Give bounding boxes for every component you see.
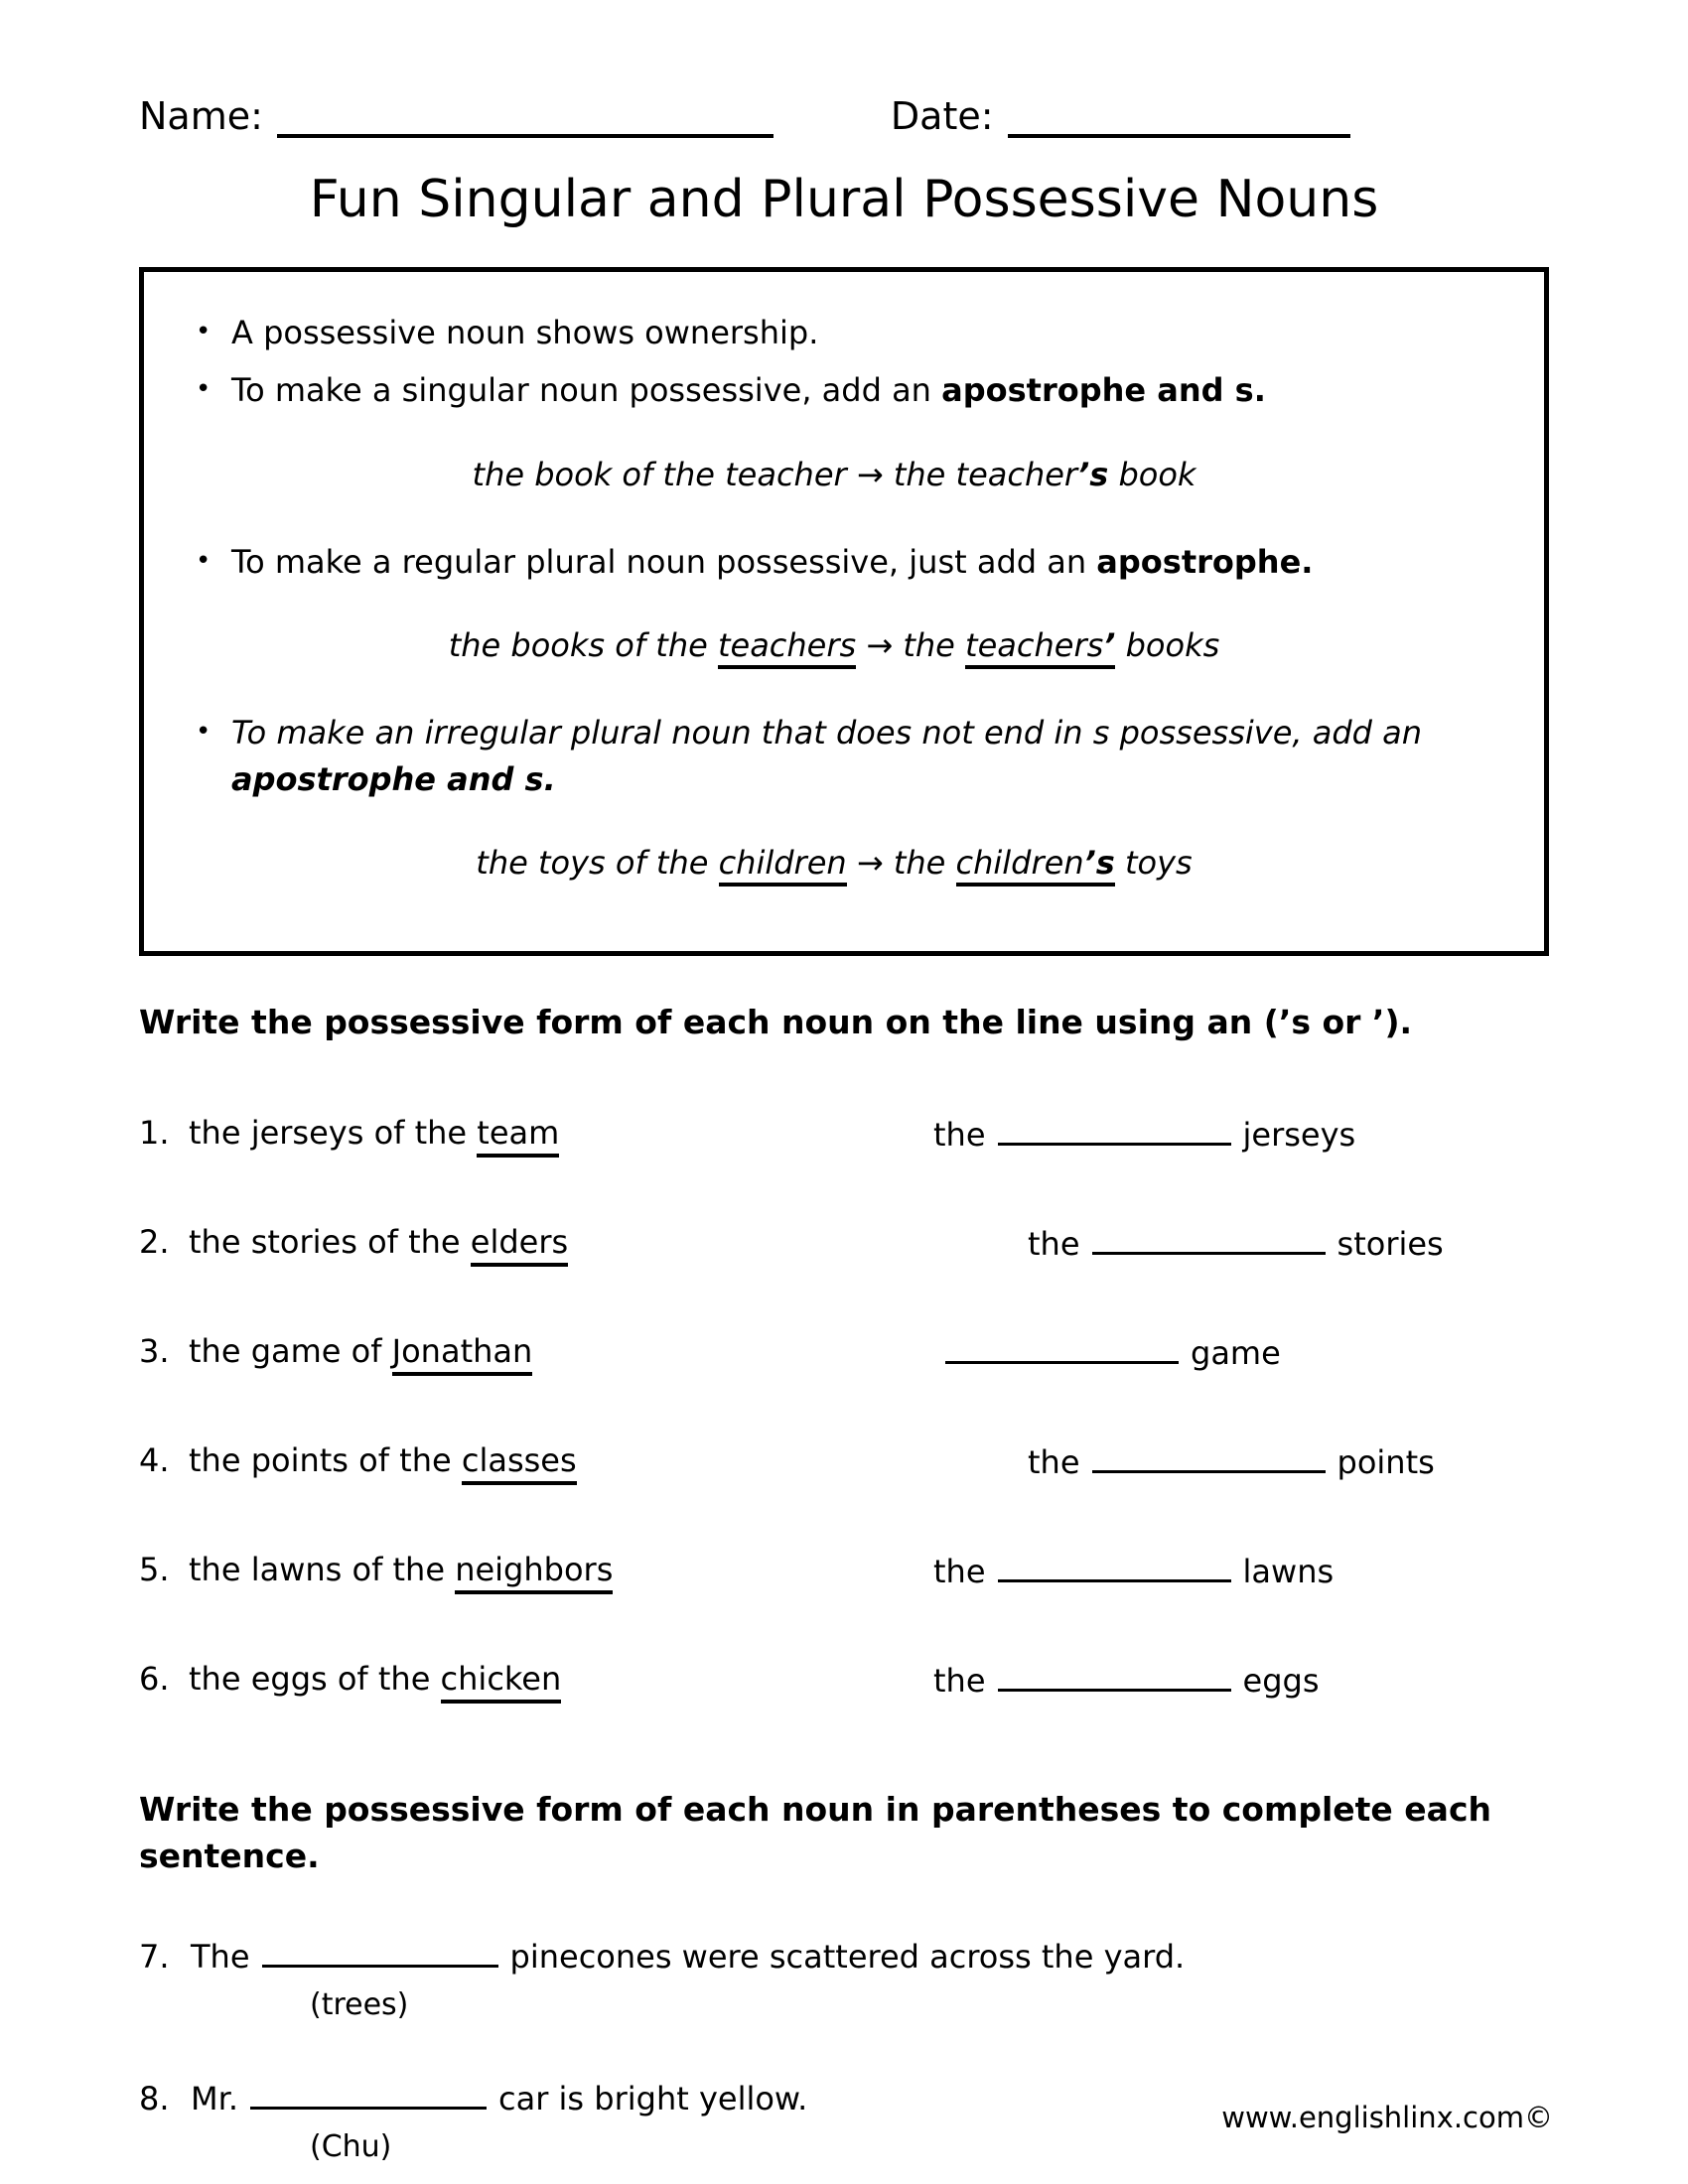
example-irregular-post: toys [1114,843,1193,882]
example-singular-pre: the book of the teacher → the teacher [472,455,1078,493]
item-left-pre: the game of [189,1331,392,1370]
item-left-text [189,1660,561,1704]
item-left-text [189,1332,532,1376]
item-row-3 [139,1332,1549,1374]
example-irregular-possessive [956,844,1115,887]
rule-singular [184,367,1504,413]
site-credit: www.englishlinx.com© [1221,2101,1553,2134]
answer-blank [998,1551,1231,1582]
example-irregular-possessive-word: children [955,843,1084,882]
item-left-pre: the jerseys of the [189,1113,478,1152]
example-regular-possessive [965,626,1115,669]
sentence-post: pinecones were scattered across the yard. [509,1937,1186,1976]
rule-regular-plural-bold: apostrophe. [1096,542,1314,581]
rule-irregular-bold: apostrophe and s. [231,759,556,798]
rule-singular-text [231,367,1266,413]
name-blank-line [277,102,774,138]
rule-singular-pre: To make a singular noun possessive, add an [231,371,942,410]
example-singular-post: book [1108,455,1196,493]
answer-pre: the [933,1552,986,1590]
item-answer-area [933,1660,1320,1700]
item-row-2 [139,1223,1549,1265]
answer-blank [1092,1223,1326,1255]
item-row-4 [139,1441,1549,1483]
sentence-pre: Mr. [191,2079,238,2117]
paren-hint: (Chu) [310,2128,392,2164]
item-noun: Jonathan [392,1332,533,1376]
item-number: 4. [139,1440,170,1479]
item-left-text [189,1551,613,1594]
example-regular-plural [184,626,1484,664]
item-left-text [189,1441,577,1485]
answer-pre: the [933,1661,986,1700]
item-noun: team [477,1114,559,1158]
item-number: 8. [139,2079,170,2117]
example-irregular-apostrophe: ’s [1083,843,1115,882]
rule-irregular-plural-text [231,710,1504,802]
answer-post: eggs [1242,1661,1320,1700]
answer-post: stories [1336,1224,1444,1263]
item-number: 2. [139,1222,170,1261]
answer-blank [998,1660,1231,1692]
example-irregular-pre: the toys of the [476,843,719,882]
item-left-pre: the stories of the [189,1222,471,1261]
answer-post: game [1191,1333,1281,1372]
item-noun: chicken [441,1660,562,1704]
item-row-6 [139,1660,1549,1702]
item-left-text [189,1114,559,1158]
item-number: 6. [139,1659,170,1698]
name-date-row [139,94,1549,138]
example-singular [184,456,1484,493]
page-title: Fun Singular and Plural Possessive Nouns [309,170,1379,229]
item-answer-area [933,1114,1355,1154]
answer-blank [250,2078,487,2110]
item-answer-area [1028,1223,1444,1263]
example-regular-noun: teachers [718,626,856,669]
example-regular-apostrophe: ’ [1103,626,1116,665]
item-left-pre: the lawns of the [189,1550,456,1588]
paren-hint: (trees) [310,1986,409,2022]
rule-irregular-pre: To make an irregular plural noun that does not end in s possessive, add an [231,714,1423,752]
example-regular-post: books [1115,626,1220,665]
bullet-icon: • [196,317,211,346]
answer-post: jerseys [1242,1115,1356,1154]
answer-post: points [1336,1442,1435,1481]
answer-blank [998,1114,1231,1146]
answer-post: lawns [1242,1552,1335,1590]
example-regular-arrow: → the [856,626,966,665]
example-singular-apostrophe: ’s [1077,455,1109,493]
item-noun: elders [471,1223,568,1267]
item-left-pre: the eggs of the [189,1659,441,1698]
answer-pre: the [1028,1442,1080,1481]
item-number: 1. [139,1113,170,1152]
rule-singular-bold: apostrophe and s. [941,371,1266,410]
example-irregular-noun: children [719,844,847,887]
noun-items-list [139,1114,1549,1702]
example-irregular [184,844,1484,882]
rule-ownership [184,310,1504,355]
item-answer-area [933,1551,1334,1590]
bullet-icon: • [196,374,211,405]
name-label: Name: [139,94,263,138]
item-left-pre: the points of the [189,1440,462,1479]
section1-instructions: Write the possessive form of each noun on the line using an (’s or ’). [139,1002,1413,1041]
item-answer-area [933,1332,1281,1372]
rule-ownership-text: A possessive noun shows ownership. [231,314,819,351]
item-noun: neighbors [455,1551,613,1594]
sentence-pre: The [191,1937,250,1976]
rule-regular-plural [184,539,1504,585]
item-row-1 [139,1114,1549,1156]
sentence-post: car is bright yellow. [498,2079,808,2117]
item-number: 7. [139,1937,170,1976]
example-irregular-arrow: → the [846,843,956,882]
section2-instructions: Write the possessive form of each noun in parentheses to complete each sentence. [139,1789,1492,1875]
item-answer-area [1028,1441,1435,1481]
date-label: Date: [890,94,994,138]
item-number: 3. [139,1331,170,1370]
rule-regular-plural-pre: To make a regular plural noun possessive, just add an [231,542,1097,581]
rules-box [139,267,1549,956]
example-regular-possessive-word: teachers [965,626,1104,665]
answer-blank [1092,1441,1326,1473]
item-left-text [189,1223,568,1267]
answer-blank [945,1332,1179,1364]
sentence-item-7 [139,1936,1549,2022]
answer-pre: the [933,1115,986,1154]
rule-regular-plural-text [231,539,1313,585]
item-number: 5. [139,1550,170,1588]
item-row-5 [139,1551,1549,1592]
example-regular-pre: the books of the [448,626,718,665]
bullet-icon: • [196,717,211,748]
bullet-icon: • [196,545,211,576]
answer-blank [262,1936,498,1968]
answer-pre: the [1028,1224,1080,1263]
item-noun: classes [462,1441,577,1485]
rule-irregular-plural [184,710,1504,802]
date-blank-line [1008,102,1350,138]
